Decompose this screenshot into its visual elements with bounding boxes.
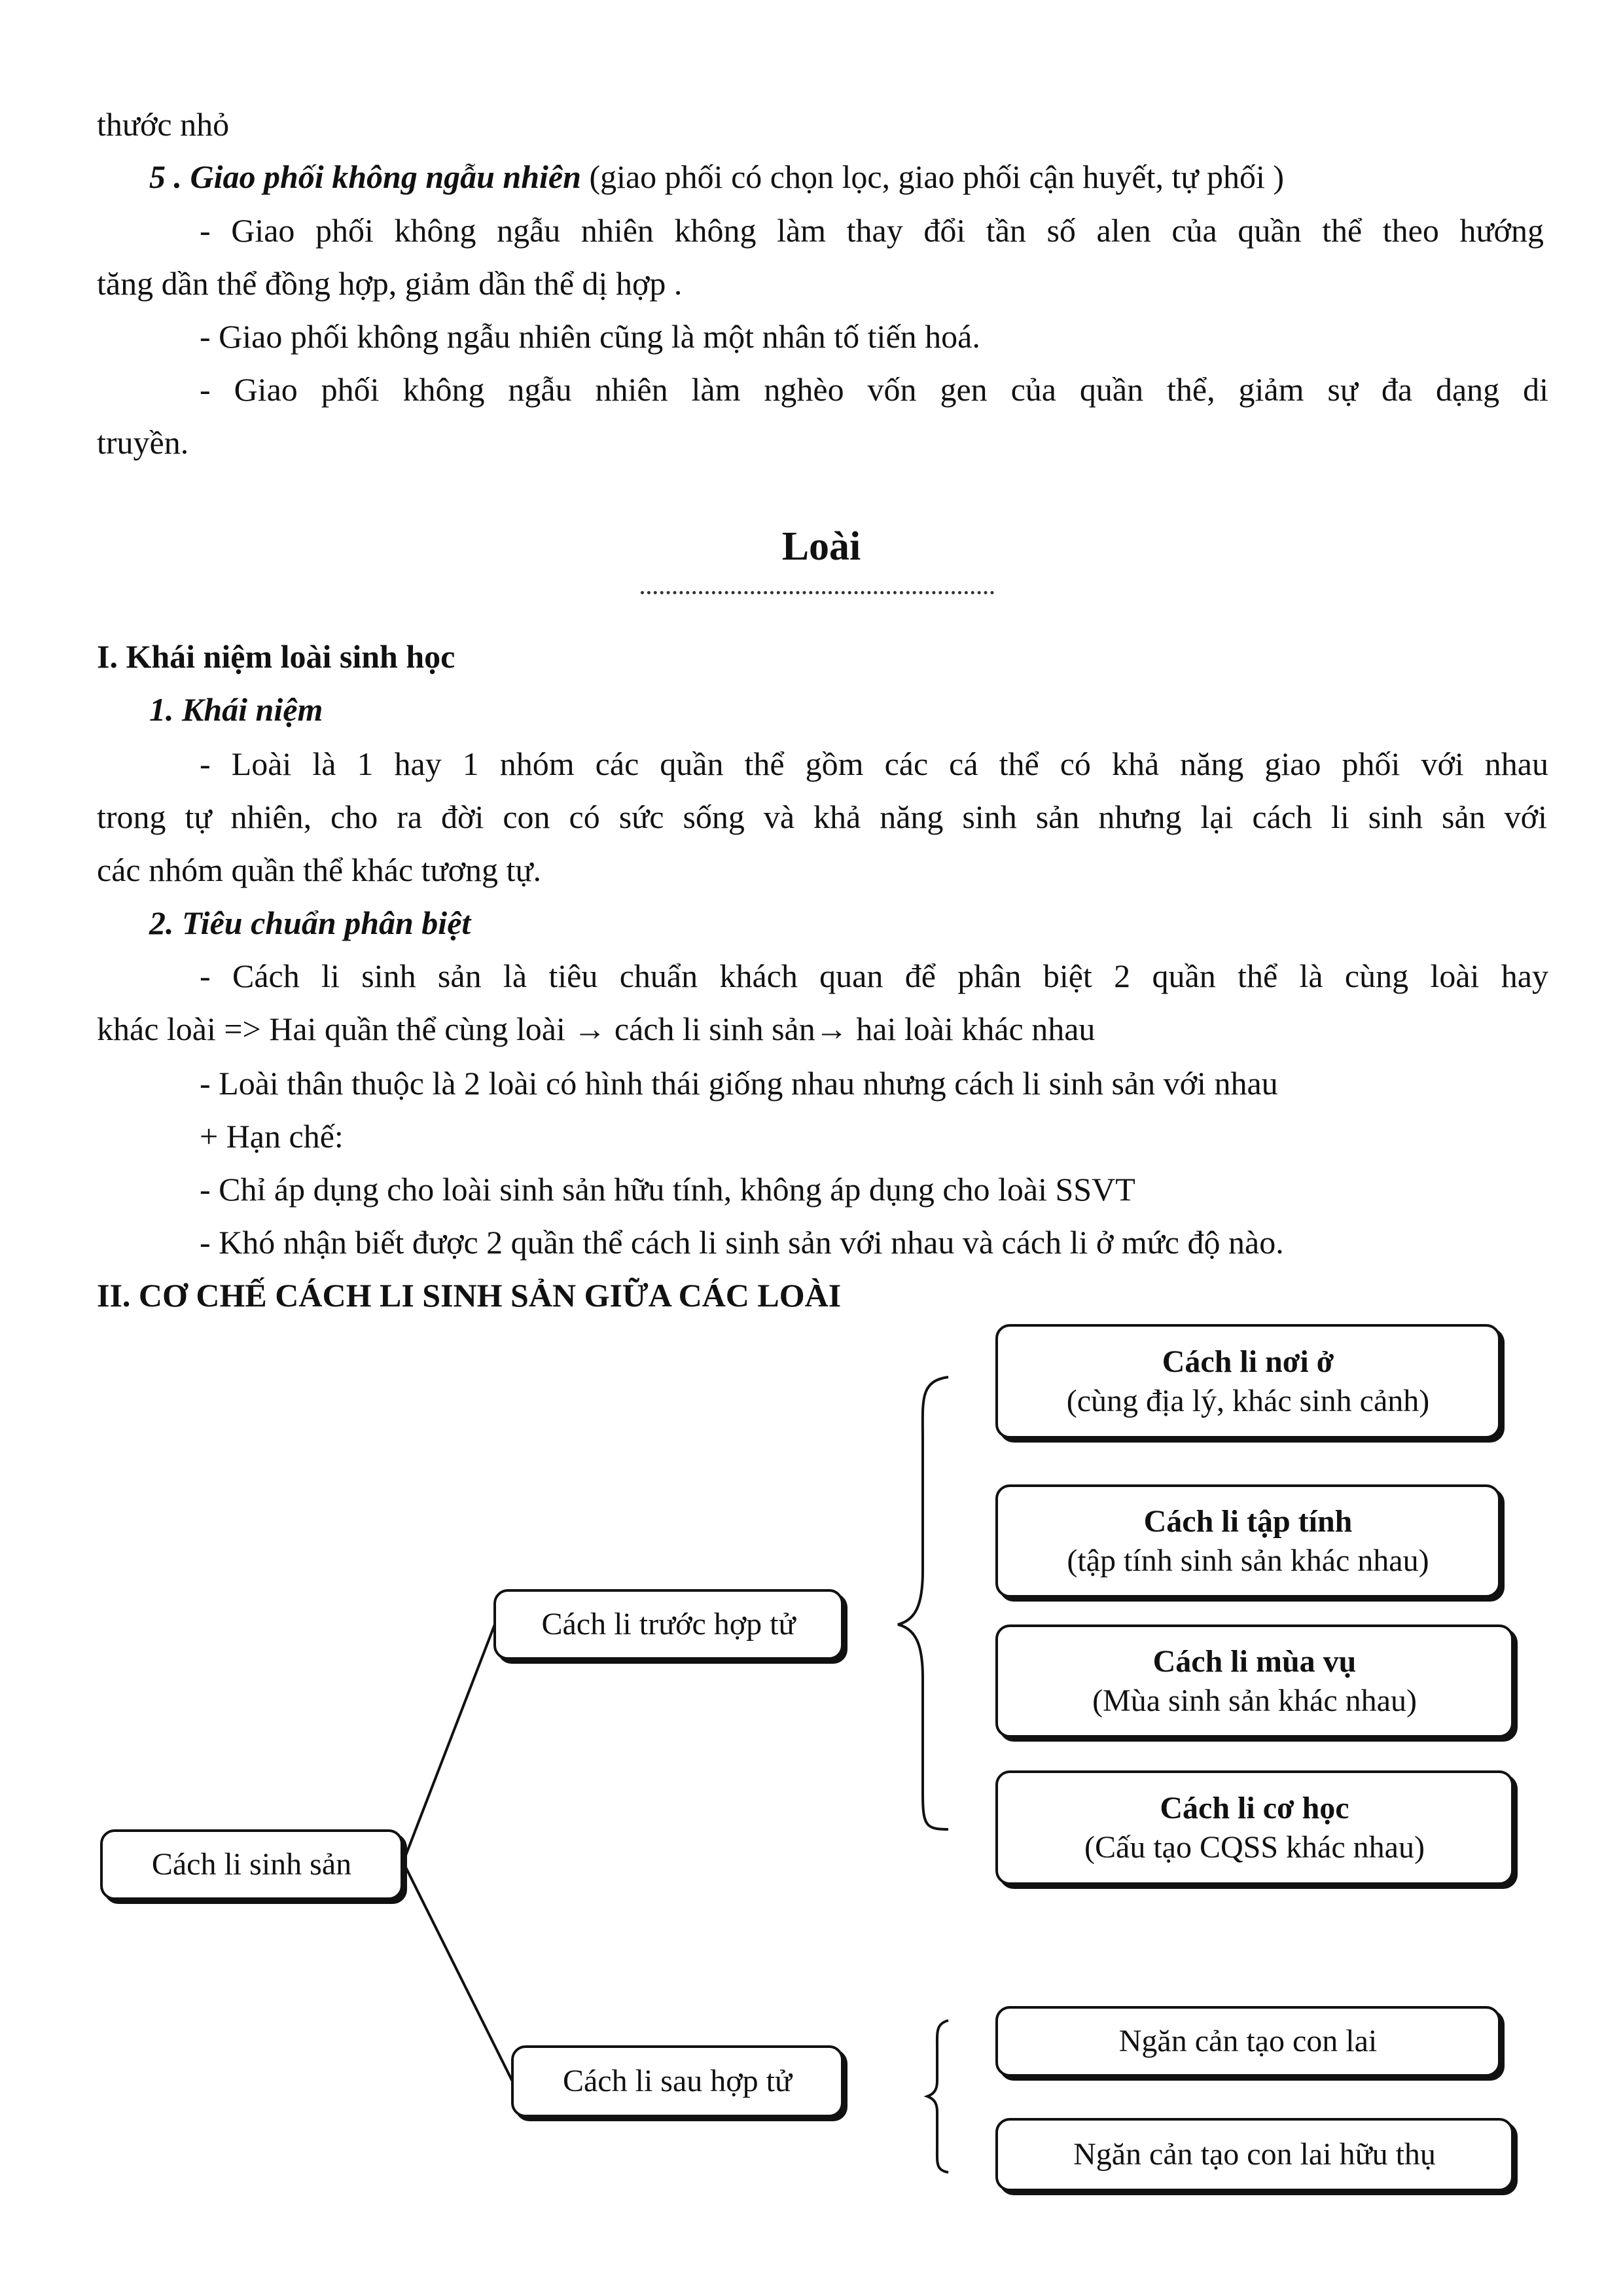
paragraph-line: truyền. [97,424,189,461]
paragraph-line: khác loài => Hai quần thể cùng loài → cách li sinh sản→ hai loài khác nhau [97,1011,1096,1047]
paragraph-line: - Giao phối không ngẫu nhiên cũng là một nhân tố tiến hoá. [200,318,980,355]
paragraph-line: - Giao phối không ngẫu nhiên làm nghèo vốn gen của quần thể, giảm sự đa dạng di [200,371,1548,408]
node-label: Cách li trước hợp tử [541,1607,796,1641]
node-title: Cách li nơi ở [1162,1344,1334,1379]
paragraph-line: - Loài thân thuộc là 2 loài có hình thái giống nhau nhưng cách li sinh sản với nhau [200,1065,1278,1102]
paragraph-line: - Cách li sinh sản là tiêu chuẩn khách quan để phân biệt 2 quần thể là cùng loài hay [200,958,1548,994]
node-note: (cùng địa lý, khác sinh cảnh) [1066,1383,1430,1418]
node-label: Cách li sau hợp tử [562,2064,792,2098]
connector-line [403,1624,495,1862]
paragraph-line: tăng dần thể đồng hợp, giảm dần thể dị hợp . [97,265,683,302]
node-label: Ngăn cản tạo con lai [1118,2024,1378,2058]
node-root [100,1829,403,1900]
paragraph-line: - Chỉ áp dụng cho loài sinh sản hữu tính, không áp dụng cho loài SSVT [200,1171,1135,1208]
connector-line [403,1862,512,2081]
node-habitat-isolation [995,1324,1501,1439]
heading-number: 5 . [149,158,190,195]
node-seasonal-isolation [995,1624,1514,1738]
paragraph-line: - Khó nhận biết được 2 quần thể cách li sinh sản với nhau và cách li ở mức độ nào. [200,1224,1284,1261]
node-note: (Mùa sinh sản khác nhau) [1092,1683,1417,1718]
node-pre-zygotic [493,1589,844,1660]
node-title: Cách li tập tính [1143,1503,1353,1539]
carryover-text: thước nhỏ [97,106,230,143]
node-behavioral-isolation [995,1484,1501,1598]
node-title: Cách li mùa vụ [1152,1643,1357,1679]
part-1-heading: I. Khái niệm loài sinh học [97,638,455,675]
paragraph-line: - Giao phối không ngẫu nhiên không làm thay đổi tần số alen của quần thể theo hướng [200,212,1544,249]
brace-icon [898,1377,948,1829]
paragraph-line: trong tự nhiên, cho ra đời con có sức sống và khả năng sinh sản nhưng lại cách li sinh sản với [97,798,1547,835]
node-note: (Cấu tạo CQSS khác nhau) [1084,1829,1425,1865]
subheading-concept: 1. Khái niệm [149,691,323,728]
heading-note: (giao phối có chọn lọc, giao phối cận huyết, tự phối ) [580,158,1285,195]
heading-title: Giao phối không ngẫu nhiên [190,158,581,195]
node-note: (tập tính sinh sản khác nhau) [1067,1543,1429,1578]
node-hybrid-inviability [995,2006,1501,2077]
subheading-criteria: 2. Tiêu chuẩn phân biệt [149,905,471,941]
paragraph-line: các nhóm quần thể khác tương tự. [97,852,542,888]
brace-icon [927,2020,948,2172]
node-hybrid-sterility [995,2118,1514,2191]
node-label: Ngăn cản tạo con lai hữu thụ [1073,2137,1436,2172]
node-post-zygotic [511,2045,844,2117]
part-2-heading: II. CƠ CHẾ CÁCH LI SINH SẢN GIỮA CÁC LOÀI [97,1277,842,1314]
chapter-title: Loài [781,524,861,569]
paragraph-line: + Hạn chế: [200,1118,344,1155]
paragraph-line: - Loài là 1 hay 1 nhóm các quần thể gồm các cá thể có khả năng giao phối với nhau [200,745,1548,782]
node-label: Cách li sinh sản [151,1847,352,1882]
node-title: Cách li cơ học [1160,1790,1349,1825]
node-mechanical-isolation [995,1770,1514,1885]
